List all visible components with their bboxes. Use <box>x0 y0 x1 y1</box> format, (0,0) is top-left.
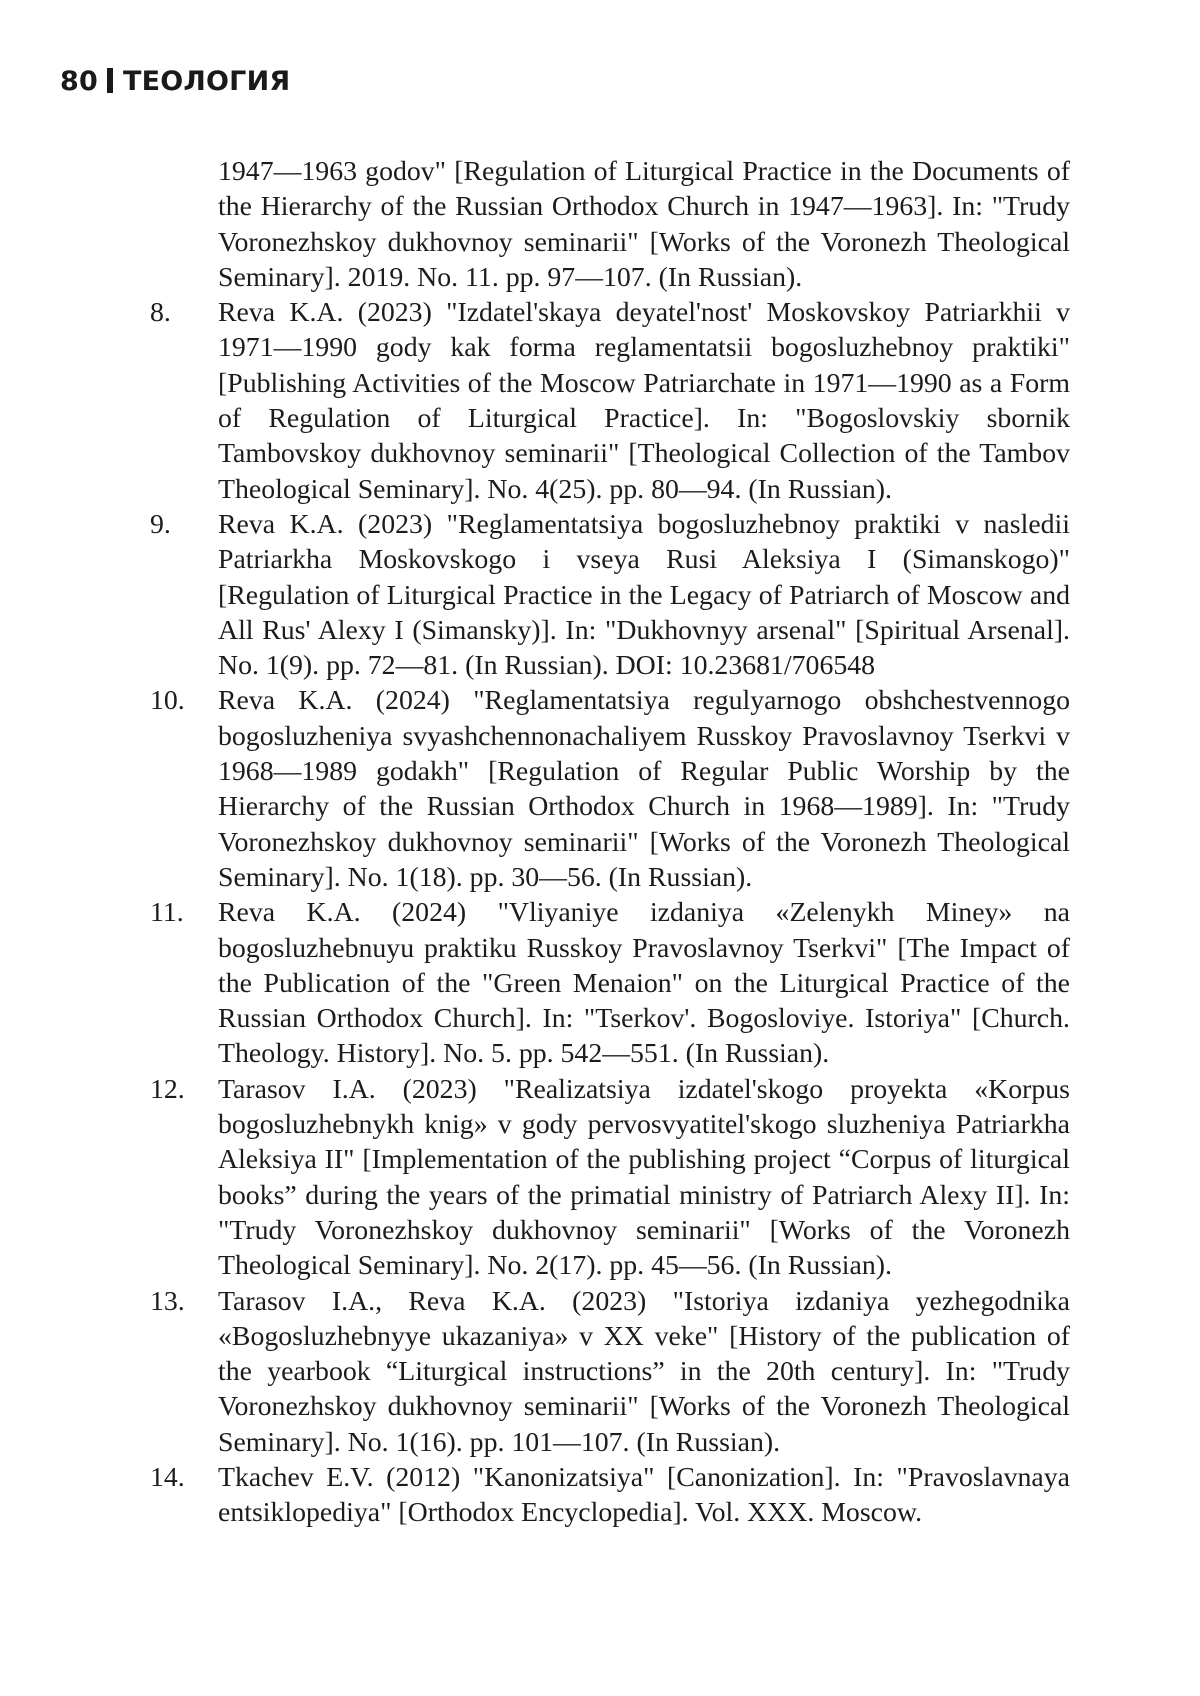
section-title: ТЕОЛОГИЯ <box>122 66 291 97</box>
reference-list <box>150 154 1070 1531</box>
reference-number: 12. <box>150 1073 185 1105</box>
reference-text: Reva K.A. (2024) "Vliyaniye izdaniya «Zelenykh Miney» na bogosluzhebnuyu praktiku Russkoy Pravoslavnoy Tserkvi" [The Impact of the Publication of the "Green Menaion" on the Liturgical Practice of the Russian Orthodox Church]. In: "Tserkov'. Bogosloviye. Istoriya" [Church. Theology. History]. No. 5. pp. 542—551. (In Russian). <box>218 897 1070 1070</box>
reference-item <box>150 1460 1070 1531</box>
reference-text: Tarasov I.A., Reva K.A. (2023) "Istoriya izdaniya yezhegodnika «Bogosluzhebnyye ukazaniya» v XX veke" [History of the publication of the yearbook “Liturgical instructions” in the 20th century]. In: "Trudy Voronezhskoy dukhovnoy seminarii" [Works of the Voronezh Theological Seminary]. No. 1(16). pp. 101—107. (In Russian). <box>218 1285 1070 1458</box>
reference-item <box>150 683 1070 895</box>
reference-item <box>150 295 1070 507</box>
reference-number: 14. <box>150 1461 185 1493</box>
reference-text: Reva K.A. (2023) "Reglamentatsiya bogosluzhebnoy praktiki v nasledii Patriarkha Moskovskogo i vseya Rusi Aleksiya I (Simanskogo)" [Regulation of Liturgical Practice in the Legacy of Patriarch of Moscow and All Rus' Alexy I (Simansky)]. In: "Dukhovnyy arsenal" [Spiritual Arsenal]. No. 1(9). pp. 72—81. (In Russian). DOI: 10.23681/706548 <box>218 508 1070 682</box>
reference-number: 10. <box>150 685 185 717</box>
reference-number: 13. <box>150 1285 185 1317</box>
running-header <box>60 62 290 102</box>
reference-number: 11. <box>150 897 184 929</box>
reference-number: 9. <box>150 508 171 540</box>
reference-item <box>150 1072 1070 1284</box>
reference-item <box>150 507 1070 683</box>
reference-item <box>150 1284 1070 1460</box>
reference-text: Tarasov I.A. (2023) "Realizatsiya izdatel'skogo proyekta «Korpus bogosluzhebnykh knig» v gody pervosvyatitel'skogo sluzheniya Patriarkha Aleksiya II" [Implementation of the publishing project “Corpus of liturgical books” during the years of the primatial ministry of Patriarch Alexy II]. In: "Trudy Voronezhskoy dukhovnoy seminarii" [Works of the Voronezh Theological Seminary]. No. 2(17). pp. 45—56. (In Russian). <box>218 1073 1070 1282</box>
reference-text: Reva K.A. (2023) "Izdatel'skaya deyatel'nost' Moskovskoy Patriarkhii v 1971—1990 gody kak forma reglamentatsii bogosluzhebnoy praktiki" [Publishing Activities of the Moscow Patriarchate in 1971—1990 as a Form of Regulation of Liturgical Practice]. In: "Bogoslovskiy sbornik Tambovskoy dukhovnoy seminarii" [Theological Collection of the Tambov Theological Seminary]. No. 4(25). pp. 80—94. (In Russian). <box>218 297 1070 505</box>
reference-text: Tkachev E.V. (2012) "Kanonizatsiya" [Canonization]. In: "Pravoslavnaya entsiklopediya" [Orthodox Encyclopedia]. Vol. XXX. Moscow. <box>218 1461 1070 1529</box>
header-separator <box>107 68 113 93</box>
reference-item <box>150 154 1070 295</box>
reference-text: Reva K.A. (2024) "Reglamentatsiya regulyarnogo obshchestvennogo bogosluzheniya svyashchennonachaliyem Russkoy Pravoslavnoy Tserkvi v 1968—1989 godakh" [Regulation of Regular Public Worship by the Hierarchy of the Russian Orthodox Church in 1968—1989]. In: "Trudy Voronezhskoy dukhovnoy seminarii" [Works of the Voronezh Theological Seminary]. No. 1(18). pp. 30—56. (In Russian). <box>218 685 1070 893</box>
reference-number: 8. <box>150 297 171 329</box>
page-number: 80 <box>60 66 98 97</box>
reference-text: 1947—1963 godov" [Regulation of Liturgical Practice in the Documents of the Hierarchy of the Russian Orthodox Church in 1947—1963]. In: "Trudy Voronezhskoy dukhovnoy seminarii" [Works of the Voronezh Theological Seminary]. 2019. No. 11. pp. 97—107. (In Russian). <box>218 156 1070 293</box>
reference-item <box>150 895 1070 1071</box>
